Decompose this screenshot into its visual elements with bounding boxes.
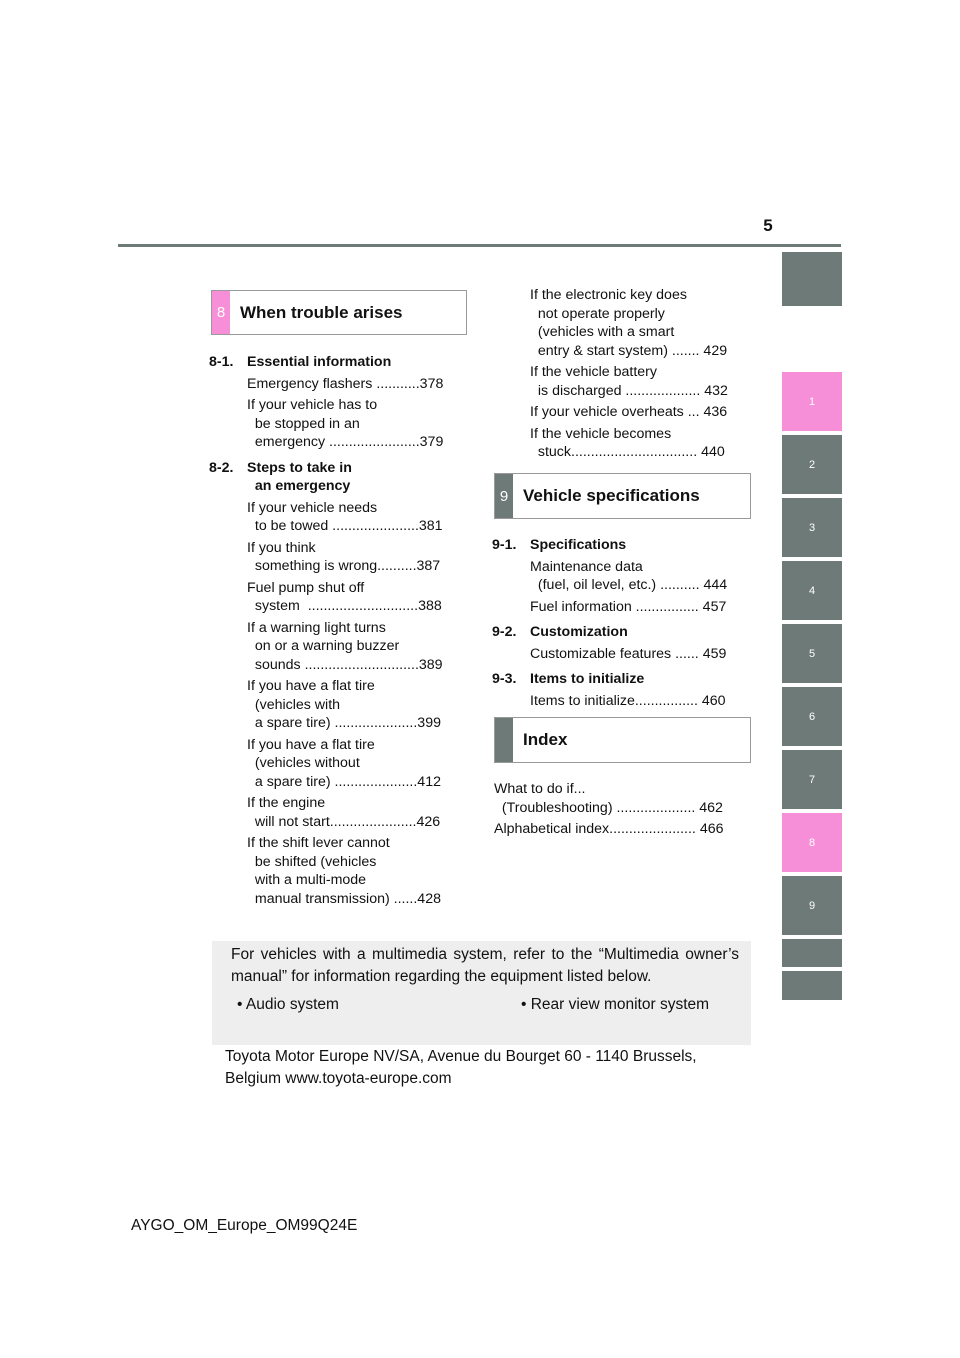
toc-section-9 (492, 536, 744, 713)
toc-entry-line: Maintenance data (530, 558, 643, 575)
toc-entry[interactable] (247, 834, 459, 908)
toc-entry-line: If a warning light turns (247, 619, 386, 636)
toc-entry-line: Items to initialize................ 460 (530, 692, 726, 709)
toc-subsection-9-1[interactable]: 9-1. Specifications (492, 537, 627, 553)
note-text: For vehicles with a multimedia system, refer to the “Multimedia owner’s manual” for information regarding the equipment listed below. (231, 946, 739, 985)
toc-entry-line: If the shift lever cannot (247, 835, 390, 851)
toc-entry[interactable] (247, 619, 459, 675)
toc-entry-line: If you think (247, 539, 316, 556)
toc-entry-line: a spare tire) .....................399 (247, 715, 441, 731)
chapter-tab-3[interactable]: 3 (782, 498, 842, 557)
toc-entry-line: If you have a flat tire (247, 736, 375, 753)
toc-entry[interactable] (530, 363, 744, 400)
toc-index (494, 780, 746, 842)
toc-entry-line: Fuel pump shut off (247, 579, 365, 596)
chapter-tab-1[interactable]: 1 (782, 372, 842, 431)
toc-entry-line: If the vehicle becomes (530, 425, 672, 442)
toc-entry[interactable] (247, 579, 459, 616)
toc-entry-line: system ............................388 (247, 598, 442, 614)
toc-section-8-continued (492, 286, 744, 465)
toc-section-8 (209, 353, 459, 911)
toc-entry-line: a spare tire) .....................412 (247, 773, 441, 790)
chapter-tab-7[interactable]: 7 (782, 750, 842, 809)
toc-entry-line: What to do if... (494, 781, 586, 797)
section-9-header[interactable] (494, 473, 751, 519)
toc-subsection-9-2[interactable]: 9-2. Customization (492, 624, 628, 640)
bullet-audio-system: • Audio system (237, 996, 339, 1013)
toc-entry-line: (vehicles with a smart (530, 324, 675, 340)
page-number: 5 (763, 216, 773, 235)
chapter-tab-4[interactable]: 4 (782, 561, 842, 620)
toc-entry-line: (Troubleshooting) .................... 462 (494, 799, 723, 816)
toc-entry[interactable] (530, 598, 744, 617)
toc-entry-line: entry & start system) ....... 429 (530, 342, 728, 359)
toc-entry-line: will not start......................426 (247, 813, 441, 830)
toc-entry[interactable] (247, 677, 459, 733)
toc-entry[interactable] (530, 558, 744, 595)
toc-entry-line: not operate properly (530, 305, 665, 322)
chapter-tab-9[interactable]: 9 (782, 876, 842, 935)
index-entry[interactable] (494, 780, 746, 817)
toc-entry-line: Customizable features ...... 459 (530, 645, 727, 662)
chapter-tab-6[interactable]: 6 (782, 687, 842, 746)
multimedia-note (212, 941, 751, 1045)
toc-subsection-8-1[interactable]: 8-1. Essential information (209, 354, 392, 370)
toc-entry[interactable] (530, 692, 744, 711)
index-marker (495, 718, 513, 762)
toc-entry[interactable] (530, 425, 744, 462)
toc-entry-line: If you have a flat tire (247, 678, 375, 694)
toc-entry-line: sounds .............................389 (247, 656, 443, 673)
toc-entry-line: stuck................................ 440 (530, 444, 725, 460)
toc-entry-line: is discharged ................... 432 (530, 382, 728, 399)
chapter-tab-blank[interactable] (782, 939, 842, 967)
bullet-rear-view-monitor: • Rear view monitor system (521, 996, 710, 1013)
footer-doc-code: AYGO_OM_Europe_OM99Q24E (131, 1217, 358, 1234)
toc-entry-line: be shifted (vehicles (247, 853, 377, 870)
section-8-number: 8 (212, 291, 230, 334)
toc-entry-line: something is wrong..........387 (247, 558, 441, 574)
toc-entry[interactable] (247, 375, 459, 394)
toc-entry-line: (fuel, oil level, etc.) .......... 444 (530, 577, 728, 593)
toc-entry-line: If the engine (247, 795, 326, 811)
toc-entry-line: on or a warning buzzer (247, 638, 400, 654)
toc-entry-line: (vehicles with (247, 696, 341, 713)
toc-entry-line: manual transmission) ......428 (247, 890, 441, 907)
toc-entry-line: emergency .......................379 (247, 434, 444, 450)
toc-entry[interactable] (247, 794, 459, 831)
section-8-title: When trouble arises (240, 302, 403, 322)
toc-entry[interactable] (247, 396, 459, 452)
toc-entry-line: be stopped in an (247, 415, 360, 432)
toc-entry-line: If the vehicle battery (530, 364, 657, 380)
chapter-tab-blank[interactable] (782, 252, 842, 306)
toc-subsection-8-2-cont: an emergency (247, 478, 351, 494)
index-header[interactable] (494, 717, 751, 763)
toc-entry-line: with a multi-mode (247, 872, 367, 888)
toc-subsection-8-2[interactable]: 8-2. Steps to take in (209, 459, 352, 476)
toc-entry-line: If your vehicle has to (247, 397, 378, 413)
section-8-header[interactable] (211, 290, 467, 335)
toc-entry-line: Emergency flashers ...........378 (247, 375, 444, 392)
toc-entry[interactable] (530, 645, 744, 664)
toc-entry-line: If your vehicle needs (247, 499, 378, 516)
chapter-tab-5[interactable]: 5 (782, 624, 842, 683)
toc-entry-line: If your vehicle overheats ... 436 (530, 404, 728, 420)
section-9-title: Vehicle specifications (523, 486, 700, 505)
top-rule (118, 244, 841, 247)
index-entry[interactable] (494, 820, 746, 839)
company-address: Toyota Motor Europe NV/SA, Avenue du Bourget 60 - 1140 Brussels, Belgium www.toyota-europe.com (225, 1048, 697, 1087)
toc-subsection-9-3[interactable]: 9-3. Items to initialize (492, 671, 645, 687)
toc-entry[interactable] (530, 286, 744, 360)
chapter-tab-blank[interactable] (782, 971, 842, 1000)
toc-entry[interactable] (247, 539, 459, 576)
toc-entry-line: Alphabetical index...................... 466 (494, 821, 724, 837)
toc-entry[interactable] (247, 736, 459, 792)
section-9-number: 9 (495, 474, 513, 518)
index-title: Index (523, 730, 568, 749)
toc-entry-line: Fuel information ................ 457 (530, 598, 727, 615)
chapter-tab-2[interactable]: 2 (782, 435, 842, 494)
toc-entry-line: If the electronic key does (530, 287, 687, 303)
toc-entry-line: to be towed ......................381 (247, 518, 443, 534)
chapter-tab-8[interactable]: 8 (782, 813, 842, 872)
note-bullets (231, 996, 739, 1020)
toc-entry[interactable] (530, 403, 744, 422)
toc-entry-line: (vehicles without (247, 755, 360, 771)
toc-entry[interactable] (247, 499, 459, 536)
